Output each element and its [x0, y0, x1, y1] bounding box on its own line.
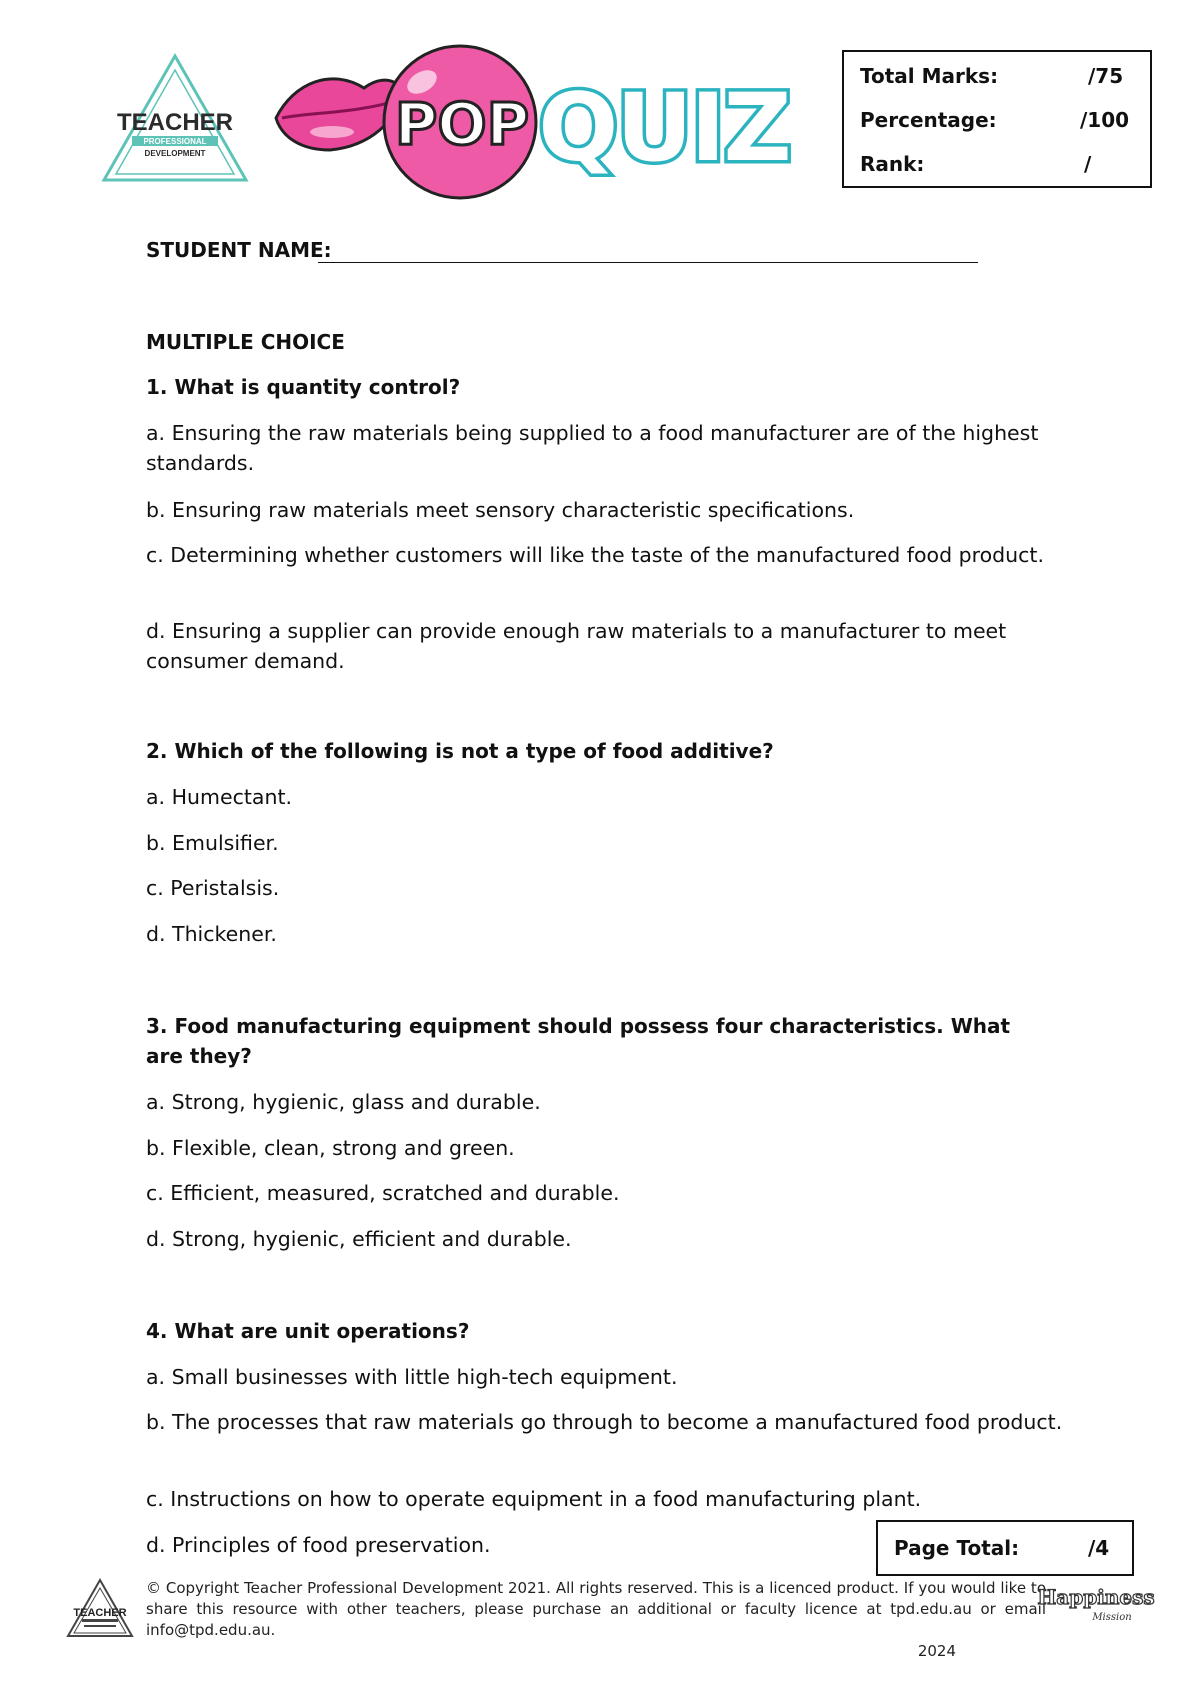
- question-2-option-d[interactable]: d. Thickener.: [146, 922, 277, 946]
- question-2-option-a[interactable]: a. Humectant.: [146, 785, 293, 809]
- question-3: 3. Food manufacturing equipment should possess four characteristics. What are they?: [146, 1014, 1011, 1068]
- question-1-option-c[interactable]: c. Determining whether customers will like the taste of the manufactured food product.: [146, 543, 1044, 567]
- rank-label: Rank:: [860, 152, 925, 176]
- marks-box: [842, 50, 1152, 188]
- quiz-word: QUIZ: [538, 74, 790, 183]
- question-3-option-a[interactable]: a. Strong, hygienic, glass and durable.: [146, 1090, 541, 1114]
- question-4-option-b[interactable]: b. The processes that raw materials go through to become a manufactured food product.: [146, 1410, 1063, 1434]
- student-name-field[interactable]: [318, 262, 978, 263]
- question-2-option-b[interactable]: b. Emulsifier.: [146, 831, 279, 855]
- footer-triangle-logo-icon: [66, 1578, 134, 1638]
- question-1: 1. What is quantity control?: [146, 375, 461, 399]
- question-4: 4. What are unit operations?: [146, 1319, 470, 1343]
- copyright-text: © Copyright Teacher Professional Development 2021. All rights reserved. This is a licenced product. If you would like to share this resource with other teachers, please purchase an additional or faculty licence at tpd.edu.au or email info@tpd.edu.au.: [146, 1579, 1046, 1639]
- question-2: 2. Which of the following is not a type of food additive?: [146, 739, 774, 763]
- happiness-logo-sub: Mission: [1092, 1612, 1132, 1623]
- triangle-logo-icon: [100, 52, 250, 184]
- rank-value: /: [1084, 152, 1092, 176]
- copyright-year: 2024: [917, 1642, 956, 1660]
- question-1-option-a[interactable]: a. Ensuring the raw materials being supplied to a food manufacturer are of the highest standards.: [146, 421, 1039, 475]
- question-4-option-c[interactable]: c. Instructions on how to operate equipment in a food manufacturing plant.: [146, 1487, 922, 1511]
- tpd-logo: [100, 52, 250, 184]
- percentage-row: [860, 108, 1138, 138]
- total-marks-row: [860, 64, 1138, 94]
- pop-word: POP: [394, 90, 530, 158]
- pop-quiz-logo: [272, 42, 812, 207]
- question-4-option-a[interactable]: a. Small businesses with little high-tech equipment.: [146, 1365, 678, 1389]
- percentage-value: /100: [1080, 108, 1130, 132]
- student-name-label: STUDENT NAME:: [146, 238, 332, 262]
- tpd-logo-line1: TEACHER: [116, 109, 234, 136]
- happiness-mission-logo: [1037, 1578, 1155, 1628]
- lips-bubblegum-icon: [276, 46, 536, 198]
- tpd-logo-line3: DEVELOPMENT: [144, 149, 206, 158]
- page-total-box: [876, 1520, 1134, 1576]
- percentage-label: Percentage:: [860, 108, 997, 132]
- question-4-option-d[interactable]: d. Principles of food preservation.: [146, 1533, 491, 1557]
- tpd-logo-line2: PROFESSIONAL: [143, 137, 207, 146]
- section-title: MULTIPLE CHOICE: [146, 330, 345, 354]
- question-1-option-b[interactable]: b. Ensuring raw materials meet sensory characteristic specifications.: [146, 498, 855, 522]
- total-marks-value: /75: [1088, 64, 1124, 88]
- page-total-label: Page Total:: [894, 1536, 1020, 1560]
- footer-logo: [66, 1578, 134, 1638]
- question-3-option-d[interactable]: d. Strong, hygienic, efficient and durable.: [146, 1227, 572, 1251]
- page-total-value: /4: [1088, 1536, 1110, 1560]
- copyright-notice: [146, 1578, 1046, 1662]
- question-3-option-c[interactable]: c. Efficient, measured, scratched and durable.: [146, 1181, 620, 1205]
- rank-row: [860, 152, 1138, 182]
- footer-logo-text: TEACHER: [73, 1607, 127, 1619]
- question-1-option-d[interactable]: d. Ensuring a supplier can provide enough raw materials to a manufacturer to meet consumer demand.: [146, 619, 1007, 673]
- question-3-option-b[interactable]: b. Flexible, clean, strong and green.: [146, 1136, 515, 1160]
- happiness-logo-text: Happiness: [1037, 1585, 1155, 1609]
- question-2-option-c[interactable]: c. Peristalsis.: [146, 876, 280, 900]
- total-marks-label: Total Marks:: [860, 64, 999, 88]
